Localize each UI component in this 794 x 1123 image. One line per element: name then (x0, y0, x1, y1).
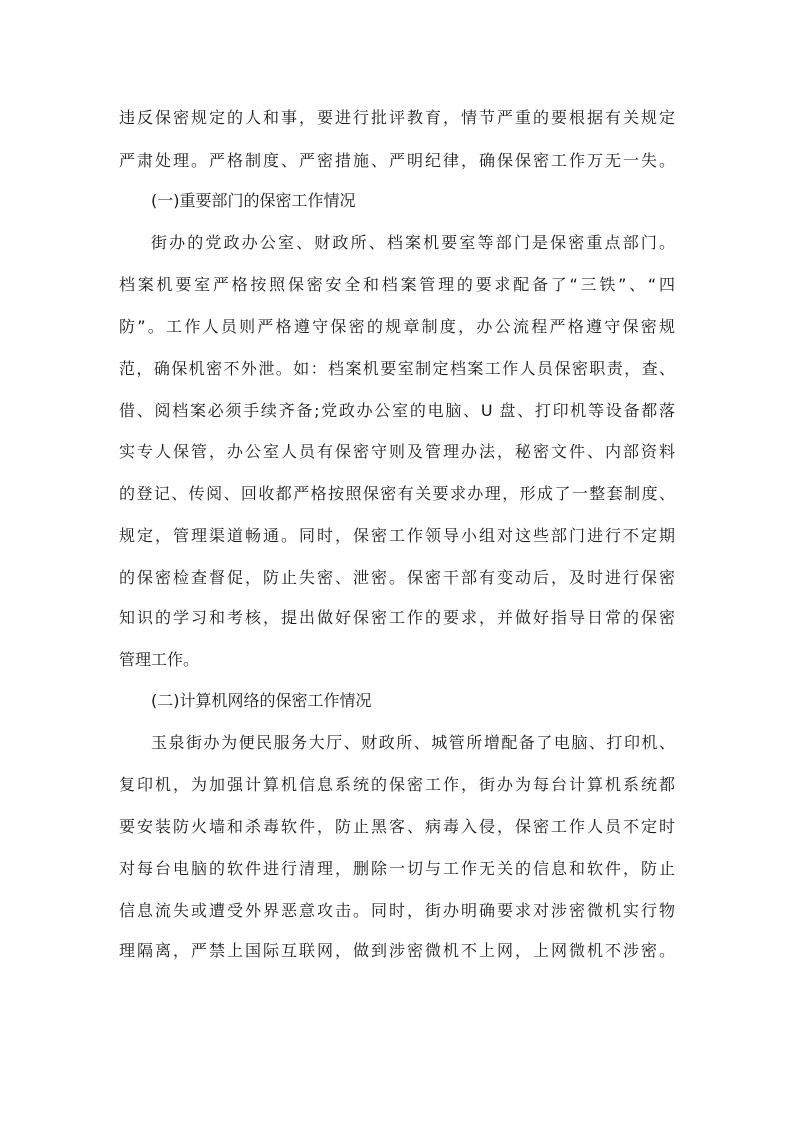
paragraph-line-2: 严肃处理。严格制度、严密措施、严明纪律，确保保密工作万无一失。 (119, 151, 675, 170)
paragraph-line-1: 违反保密规定的人和事，要进行批评教育，情节严重的要根据有关规定 (119, 108, 675, 127)
paragraph-line-16: 玉泉街办为便民服务大厅、财政所、城管所增配备了电脑、打印机、 (151, 733, 675, 752)
paragraph-line-18: 要安装防火墙和杀毒软件，防止黑客、病毒入侵，保密工作人员不定时 (119, 817, 675, 836)
paragraph-line-19: 对每台电脑的软件进行清理，删除一切与工作无关的信息和软件，防止 (119, 859, 675, 878)
paragraph-line-10: 的登记、传阅、回收都严格按照保密有关要求办理，形成了一整套制度、 (119, 484, 675, 503)
section-heading-important-departments: (一)重要部门的保密工作情况 (151, 191, 356, 210)
paragraph-line-6: 防”。工作人员则严格遵守保密的规章制度，办公流程严格遵守保密规 (119, 317, 675, 336)
paragraph-line-9: 实专人保管，办公室人员有保密守则及管理办法，秘密文件、内部资料 (119, 442, 675, 461)
paragraph-line-12: 的保密检查督促，防止失密、泄密。保密干部有变动后，及时进行保密 (119, 568, 675, 587)
paragraph-line-20: 信息流失或遭受外界恶意攻击。同时，街办明确要求对涉密微机实行物 (119, 901, 675, 920)
paragraph-line-8: 借、阅档案必须手续齐备;党政办公室的电脑、U 盘、打印机等设备都落 (119, 401, 675, 420)
paragraph-line-5: 档案机要室严格按照保密安全和档案管理的要求配备了“三铁”、“四 (119, 275, 675, 294)
paragraph-line-17: 复印机，为加强计算机信息系统的保密工作，街办为每台计算机系统都 (119, 775, 675, 794)
paragraph-line-14: 管理工作。 (119, 650, 200, 669)
section-heading-computer-network: (二)计算机网络的保密工作情况 (151, 691, 372, 710)
paragraph-line-21: 理隔离，严禁上国际互联网，做到涉密微机不上网，上网微机不涉密。 (119, 941, 675, 960)
paragraph-line-13: 知识的学习和考核，提出做好保密工作的要求，并做好指导日常的保密 (119, 608, 675, 627)
paragraph-line-11: 规定，管理渠道畅通。同时，保密工作领导小组对这些部门进行不定期 (119, 526, 675, 545)
paragraph-line-4: 街办的党政办公室、财政所、档案机要室等部门是保密重点部门。 (151, 233, 675, 252)
paragraph-line-7: 范，确保机密不外泄。如：档案机要室制定档案工作人员保密职责，查、 (119, 359, 675, 378)
